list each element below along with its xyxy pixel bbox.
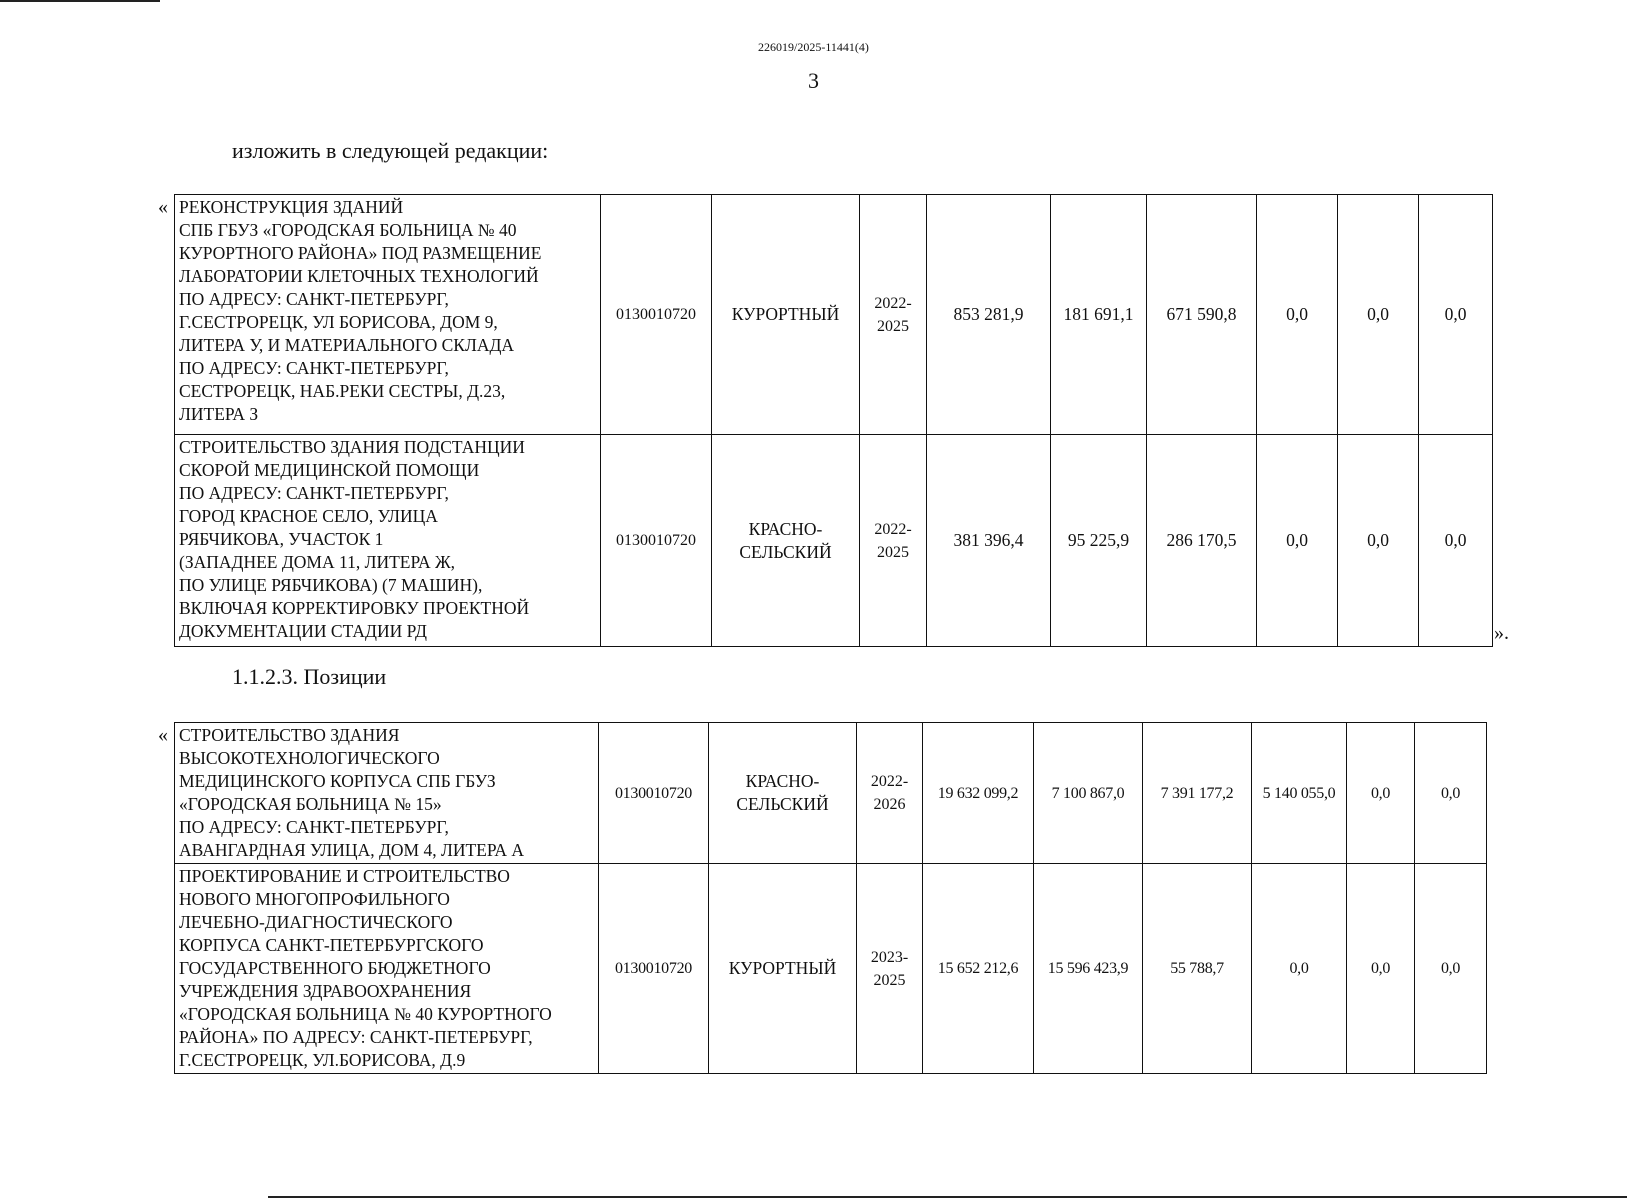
name-line: СТРОИТЕЛЬСТВО ЗДАНИЯ ПОДСТАНЦИИ xyxy=(179,437,525,457)
name-line: «ГОРОДСКАЯ БОЛЬНИЦА № 40 КУРОРТНОГО xyxy=(179,1004,552,1024)
value-4-cell: 0,0 xyxy=(1347,723,1415,864)
scan-edge-top xyxy=(0,0,160,2)
value-1-cell: 15 596 423,9 xyxy=(1034,864,1143,1074)
period-line: 2022- xyxy=(874,520,912,538)
district-cell xyxy=(709,723,857,864)
period-line: 2022- xyxy=(874,294,912,312)
name-line: Г.СЕСТРОРЕЦК, УЛ БОРИСОВА, ДОМ 9, xyxy=(179,312,498,332)
name-line: КОРПУСА САНКТ-ПЕТЕРБУРГСКОГО xyxy=(179,935,484,955)
name-line: НОВОГО МНОГОПРОФИЛЬНОГО xyxy=(179,889,450,909)
document-id: 226019/2025-11441(4) xyxy=(758,40,869,54)
opening-quote: « xyxy=(158,196,168,218)
name-line: СПБ ГБУЗ «ГОРОДСКАЯ БОЛЬНИЦА № 40 xyxy=(179,220,517,240)
code-cell: 0130010720 xyxy=(601,195,712,435)
name-line: ПО УЛИЦЕ РЯБЧИКОВА) (7 МАШИН), xyxy=(179,575,483,595)
value-2-cell: 671 590,8 xyxy=(1147,195,1257,435)
name-line: ПО АДРЕСУ: САНКТ-ПЕТЕРБУРГ, xyxy=(179,817,449,837)
value-5-cell: 0,0 xyxy=(1415,864,1487,1074)
name-line: ПО АДРЕСУ: САНКТ-ПЕТЕРБУРГ, xyxy=(179,358,449,378)
name-line: РЯБЧИКОВА, УЧАСТОК 1 xyxy=(179,529,384,549)
table-row xyxy=(175,864,1487,1074)
value-1-cell: 181 691,1 xyxy=(1051,195,1147,435)
table-body xyxy=(175,195,1493,647)
period-cell xyxy=(857,864,923,1074)
name-line: СКОРОЙ МЕДИЦИНСКОЙ ПОМОЩИ xyxy=(179,460,480,480)
value-1-cell: 95 225,9 xyxy=(1051,435,1147,647)
table-positions-1 xyxy=(174,194,1493,647)
table-row xyxy=(175,435,1493,647)
table-positions-2 xyxy=(174,722,1487,1074)
period-line: 2026 xyxy=(873,796,906,813)
name-line: КУРОРТНОГО РАЙОНА» ПОД РАЗМЕЩЕНИЕ xyxy=(179,243,542,263)
period-cell xyxy=(860,435,927,647)
total-cell: 853 281,9 xyxy=(927,195,1051,435)
name-line: СЕСТРОРЕЦК, НАБ.РЕКИ СЕСТРЫ, Д.23, xyxy=(179,381,506,401)
district-cell xyxy=(709,864,857,1074)
page-number: 3 xyxy=(808,68,819,93)
name-line: ЛИТЕРА З xyxy=(179,404,259,424)
name-line: ВЫСОКОТЕХНОЛОГИЧЕСКОГО xyxy=(179,748,440,768)
period-line: 2025 xyxy=(873,971,906,989)
name-line: ГОРОД КРАСНОЕ СЕЛО, УЛИЦА xyxy=(179,506,438,526)
value-3-cell: 0,0 xyxy=(1257,195,1338,435)
period-line: 2025 xyxy=(877,543,909,561)
code-cell: 0130010720 xyxy=(599,864,709,1074)
name-line: УЧРЕЖДЕНИЯ ЗДРАВООХРАНЕНИЯ xyxy=(179,981,472,1001)
district-line: КУРОРТНЫЙ xyxy=(731,304,840,324)
district-cell xyxy=(712,435,860,647)
value-1-cell: 7 100 867,0 xyxy=(1034,723,1143,864)
name-line: ЛИТЕРА У, И МАТЕРИАЛЬНОГО СКЛАДА xyxy=(179,335,515,355)
value-2-cell: 55 788,7 xyxy=(1143,864,1252,1074)
object-name xyxy=(175,195,601,435)
value-2-cell: 286 170,5 xyxy=(1147,435,1257,647)
name-line: АВАНГАРДНАЯ УЛИЦА, ДОМ 4, ЛИТЕРА А xyxy=(179,840,525,860)
table-body xyxy=(175,723,1487,1074)
name-line: ПО АДРЕСУ: САНКТ-ПЕТЕРБУРГ, xyxy=(179,483,449,503)
name-line: ДОКУМЕНТАЦИИ СТАДИИ РД xyxy=(179,621,427,641)
name-line: ПО АДРЕСУ: САНКТ-ПЕТЕРБУРГ, xyxy=(179,289,449,309)
value-3-cell: 5 140 055,0 xyxy=(1252,723,1347,864)
district-line: СЕЛЬСКИЙ xyxy=(736,794,829,814)
value-3-cell: 0,0 xyxy=(1252,864,1347,1074)
period-line: 2023- xyxy=(870,948,909,966)
value-5-cell: 0,0 xyxy=(1419,195,1493,435)
total-cell: 15 652 212,6 xyxy=(923,864,1034,1074)
name-line: «ГОРОДСКАЯ БОЛЬНИЦА № 15» xyxy=(179,794,442,814)
name-line: ПРОЕКТИРОВАНИЕ И СТРОИТЕЛЬСТВО xyxy=(179,866,510,886)
code-cell: 0130010720 xyxy=(599,723,709,864)
scan-edge-bottom xyxy=(268,1196,1627,1198)
period-line: 2022- xyxy=(870,773,909,790)
value-5-cell: 0,0 xyxy=(1415,723,1487,864)
total-cell: 19 632 099,2 xyxy=(923,723,1034,864)
name-line: ЛАБОРАТОРИИ КЛЕТОЧНЫХ ТЕХНОЛОГИЙ xyxy=(179,266,539,286)
table-row xyxy=(175,195,1493,435)
intro-text: изложить в следующей редакции: xyxy=(232,138,549,163)
name-line: ГОСУДАРСТВЕННОГО БЮДЖЕТНОГО xyxy=(179,958,491,978)
district-line: СЕЛЬСКИЙ xyxy=(739,541,832,562)
district-cell xyxy=(712,195,860,435)
name-line: РАЙОНА» ПО АДРЕСУ: САНКТ-ПЕТЕРБУРГ, xyxy=(179,1027,533,1047)
value-4-cell: 0,0 xyxy=(1347,864,1415,1074)
district-line: КУРОРТНЫЙ xyxy=(728,958,837,978)
name-line: ВКЛЮЧАЯ КОРРЕКТИРОВКУ ПРОЕКТНОЙ xyxy=(179,598,530,618)
name-line: СТРОИТЕЛЬСТВО ЗДАНИЯ xyxy=(179,725,400,745)
period-cell xyxy=(857,723,923,864)
value-4-cell: 0,0 xyxy=(1338,195,1419,435)
total-cell: 381 396,4 xyxy=(927,435,1051,647)
name-line: Г.СЕСТРОРЕЦК, УЛ.БОРИСОВА, Д.9 xyxy=(179,1050,466,1070)
value-2-cell: 7 391 177,2 xyxy=(1143,723,1252,864)
closing-quote: ». xyxy=(1494,622,1509,644)
name-line: (ЗАПАДНЕЕ ДОМА 11, ЛИТЕРА Ж, xyxy=(179,552,456,572)
code-cell: 0130010720 xyxy=(601,435,712,647)
section-heading: 1.1.2.3. Позиции xyxy=(232,664,387,689)
district-line: КРАСНО- xyxy=(745,771,820,791)
name-line: РЕКОНСТРУКЦИЯ ЗДАНИЙ xyxy=(179,197,404,217)
period-cell xyxy=(860,195,927,435)
object-name xyxy=(175,723,599,864)
value-5-cell: 0,0 xyxy=(1419,435,1493,647)
value-3-cell: 0,0 xyxy=(1257,435,1338,647)
district-line: КРАСНО- xyxy=(748,518,823,539)
object-name xyxy=(175,864,599,1074)
opening-quote-2: « xyxy=(158,724,168,746)
table-row xyxy=(175,723,1487,864)
value-4-cell: 0,0 xyxy=(1338,435,1419,647)
object-name xyxy=(175,435,601,647)
name-line: ЛЕЧЕБНО-ДИАГНОСТИЧЕСКОГО xyxy=(179,912,453,932)
period-line: 2025 xyxy=(877,317,909,335)
name-line: МЕДИЦИНСКОГО КОРПУСА СПБ ГБУЗ xyxy=(179,771,496,791)
